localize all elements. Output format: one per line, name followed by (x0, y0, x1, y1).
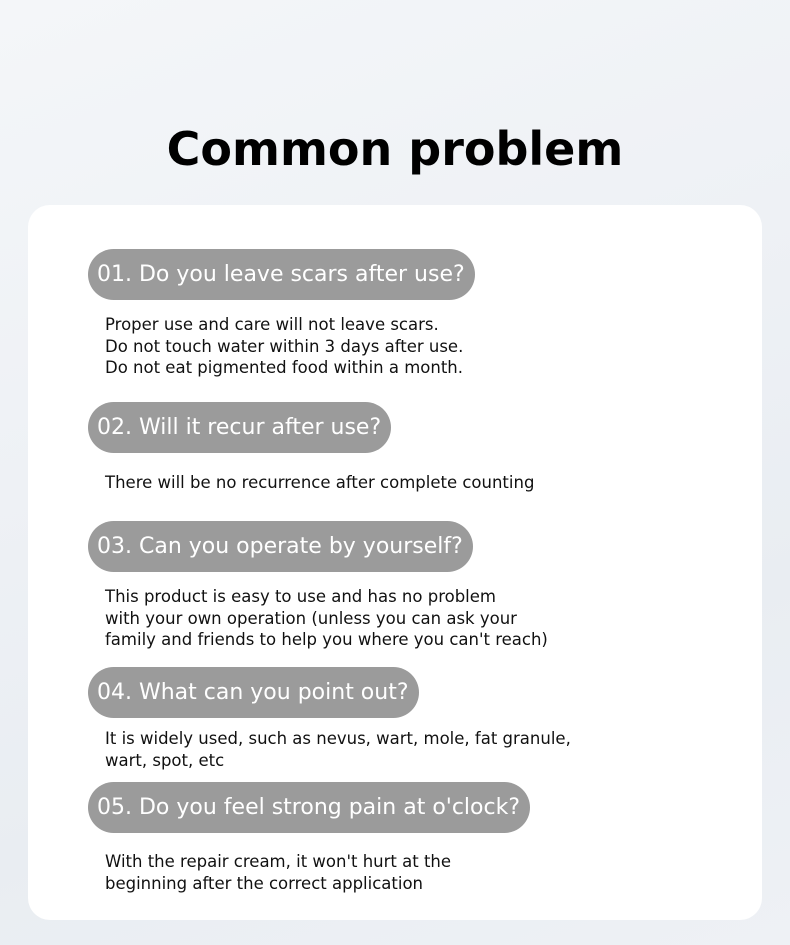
faq-answer-4 (105, 728, 725, 771)
faq-answer-2 (105, 472, 725, 494)
faq-answer-3 (105, 586, 725, 651)
faq-answer-1-line-1: Proper use and care will not leave scars. (105, 315, 439, 334)
faq-answer-4-line-1: It is widely used, such as nevus, wart, mole, fat granule, (105, 729, 571, 748)
faq-question-3: 03. Can you operate by yourself? (88, 521, 473, 572)
faq-answer-2-line-1: There will be no recurrence after complete counting (105, 473, 535, 492)
faq-answer-1-line-2: Do not touch water within 3 days after use. (105, 336, 464, 356)
faq-answer-3-line-2: with your own operation (unless you can ask your (105, 608, 517, 628)
faq-answer-3-line-3: family and friends to help you where you can't reach) (105, 630, 548, 649)
faq-answer-1 (105, 314, 725, 379)
faq-answer-5-line-2: beginning after the correct application (105, 873, 423, 893)
faq-question-1: 01. Do you leave scars after use? (88, 249, 475, 300)
faq-answer-1-line-3: Do not eat pigmented food within a month. (105, 358, 464, 377)
faq-answer-3-line-1: This product is easy to use and has no problem (105, 587, 496, 606)
page-title: Common problem (166, 121, 624, 176)
faq-question-5: 05. Do you feel strong pain at o'clock? (88, 782, 530, 833)
faq-answer-5-line-1: With the repair cream, it won't hurt at the (105, 852, 452, 871)
faq-answer-4-line-2: wart, spot, etc (105, 750, 225, 770)
faq-question-2: 02. Will it recur after use? (88, 402, 391, 453)
faq-answer-5 (105, 851, 725, 894)
faq-question-4: 04. What can you point out? (88, 667, 419, 718)
